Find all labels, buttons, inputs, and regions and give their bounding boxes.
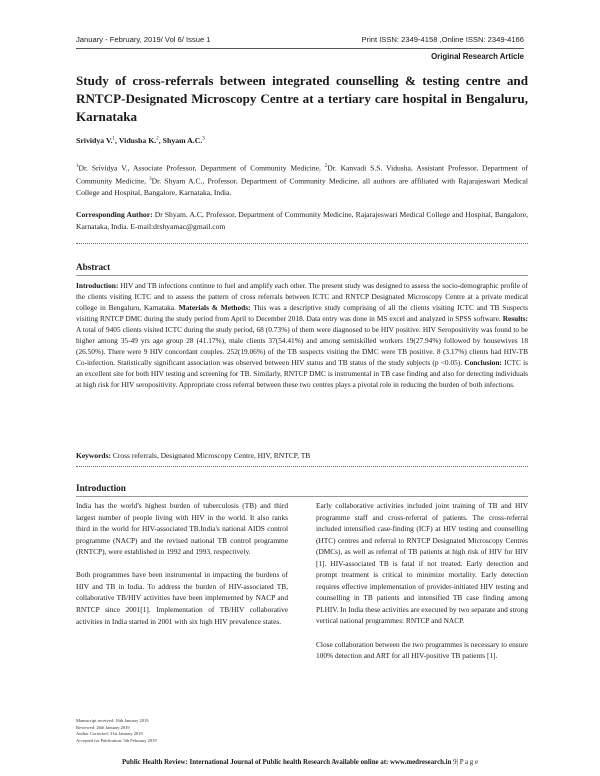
abstract-body (76, 280, 528, 390)
keywords-label: Keywords: (76, 451, 111, 460)
keywords-text: Cross referrals, Designated Microscopy Centre, HIV, RNTCP, TB (112, 451, 311, 460)
author-1-sup: 1 (112, 136, 116, 142)
intro-paragraph: Early collaborative activities included joint training of TB and HIV programme staff and cross-referral of patients. The cross-referral included intensified case-finding (ICF) at HIV testing and counselling (HTC) centres and referral to RNTCP Designated Microscopy Centres (DMCs), as well as referral of TB patients at high risk of HIV for HIV [1]. HIV-associated TB is fatal if not treated. Early detection and prompt treatment is critical to minimize mortality. Early detection requires effective implementation of provider-initiated HIV testing and counselling in TB patients and intensified TB case finding among PLHIV. In India these activities are executed by two separate and strong vertical national programmes: RNTCP and NACP. (316, 501, 528, 626)
affil-2: Dr. Kanvadi S.S. Vidusha, Assistant Professor, Department of Community Medicine, (76, 163, 528, 186)
paper-title: Study of cross-referrals between integrated counselling & testing centre and RNTCP-Designated Microscopy Centre at a tertiary care hospital in Bengaluru, Karnataka (76, 73, 528, 124)
header-divider (76, 48, 524, 49)
author-3-sup: 3 (202, 136, 205, 142)
running-header (76, 35, 524, 47)
abstract-intro-text: HIV and TB infections continue to fuel and amplify each other. The present study was designed to assess the socio-demographic profile of the clients visiting ICTC and to assess the pattern of cross referrals between ICTC and RNTCP Designated Microscopy Centre at a private medical college in Bengaluru, Karnataka. (76, 281, 528, 313)
date-corrected: Author Corrected: 31st January 2019 (76, 731, 143, 737)
dotted-divider (76, 243, 528, 247)
issue-info: January - February, 2019/ Vol 6/ Issue 1 (76, 35, 211, 44)
affiliations (76, 161, 528, 199)
introduction-heading: Introduction (76, 483, 126, 493)
affil-sup-3: 3 (149, 177, 152, 183)
corresponding-label: Corresponding Author: (76, 210, 153, 219)
author-1: Srividya V. (76, 136, 113, 145)
page-footer (76, 759, 524, 766)
introduction-divider (76, 496, 528, 497)
intro-paragraph: Close collaboration between the two programmes is necessary to ensure 100% detection and ART for all HIV-positive TB patients [1]. (316, 639, 528, 661)
abstract-methods-text: This was a descriptive study comprising of all the clients visiting ICTC and TB Suspects visiting RNTCP DMC during the study period from April to December 2018. Data entry was done in MS excel and analyzed in SPSS software. (76, 303, 528, 324)
manuscript-dates (76, 718, 288, 744)
abstract-conclusion-text: ICTC is an excellent site for both HIV testing and screening for TB. Similarly, RNTCP DMC is instrumental in TB case finding and also for detecting individuals at high risk for HIV seropositivity. Appropriate cross referral between these two centres plays a pivotal role in reducing the burden of both infections. (76, 358, 528, 390)
author-list: Srividya V.$^1$, Vidusha K.$^2$, Shyam A.C.$^3$ (76, 136, 205, 145)
author-3: Shyam A.C. (162, 136, 203, 145)
footer-journal: Public Health Review: International Journal of Public health Research Available online at: www.medresearch.in (121, 759, 452, 766)
author-2-sup: 2 (156, 136, 159, 142)
abstract-methods-label: Materials & Methods: (178, 303, 251, 313)
affil-sup-2: 2 (324, 164, 328, 169)
abstract-divider (76, 275, 528, 276)
date-reviewed: Reviewed: 26th January 2019 (76, 724, 130, 730)
footer-page: 9| P a g e (453, 759, 479, 766)
abstract-conclusion-label: Conclusion: (464, 358, 502, 368)
corresponding-text: Dr Shyam. A.C, Professor, Department of Community Medicine, Rajarajeswari Medical College and Hospital, Bangalore, Karnataka, India. E-mail:drshyamac@gmail.com (76, 210, 528, 231)
intro-paragraph: India has the world's highest burden of tuberculosis (TB) and third largest number of people living with HIV in the world. It also ranks third in the world for HIV-associated TB.India's national AIDS control programme (NACP) and the revised national TB control programme (RNTCP), were established in 1992 and 1993, respectively. (76, 501, 288, 557)
intro-paragraph: Both programmes have been instrumental in impacting the burdens of HIV and TB in India. To address the burden of HIV-associated TB, collaborative TB/HIV activities have been implemented by NACP and RNTCP since 2001[1]. Implementation of TB/HIV collaborative activities in India started in 2001 with six high HIV prevalence states. (76, 570, 288, 626)
abstract-intro-label: Introduction: (76, 281, 119, 290)
corresponding-author (76, 209, 528, 232)
article-type: Original Research Article (431, 52, 524, 61)
date-received: Manuscript received: 16th January 2019 (76, 718, 149, 723)
keywords (76, 451, 528, 460)
dotted-divider (76, 466, 528, 470)
abstract-results-text: A total of 9405 clients visited ICTC during the study period, 68 (0.73%) of them were diagnosed to be HIV positive. HIV Seropositivity was found to be higher among 35-49 yrs age group 28 (41.17%), male clients 37(54.41%) and among semiskilled workers 19(27.94%) followed by housewives 18 (26.50%). There were 9 HIV concordant couples. 252(19.06%) of the TB suspects visiting the DMC were TB positive. 8 (3.17%) clients had HIV-TB Co-infection. Statistically significant association was observed between HIV status and TB status of the study subjects (p <0.05). (76, 325, 528, 368)
column-left (76, 500, 288, 639)
date-accepted: Accepted for Publication: 5th February 2019 (76, 737, 157, 743)
abstract-heading: Abstract (76, 262, 111, 272)
affil-sup-1: 1 (76, 164, 79, 169)
author-2: Vidusha K. (118, 136, 157, 145)
affil-1: Dr. Srividya V., Associate Professor, Department of Community Medicine, (78, 163, 321, 173)
affil-3: Dr. Shyam A.C., Professor, Department of Community Medicine, all authors are affiliated with Rajarajeswari Medical College and Hospital, Bangalore, Karnataka, India. (76, 176, 529, 198)
issn-info: Print ISSN: 2349-4158 ,Online ISSN: 2349-4166 (361, 35, 524, 44)
abstract-results-label: Results: (502, 314, 528, 324)
column-right (316, 500, 528, 673)
